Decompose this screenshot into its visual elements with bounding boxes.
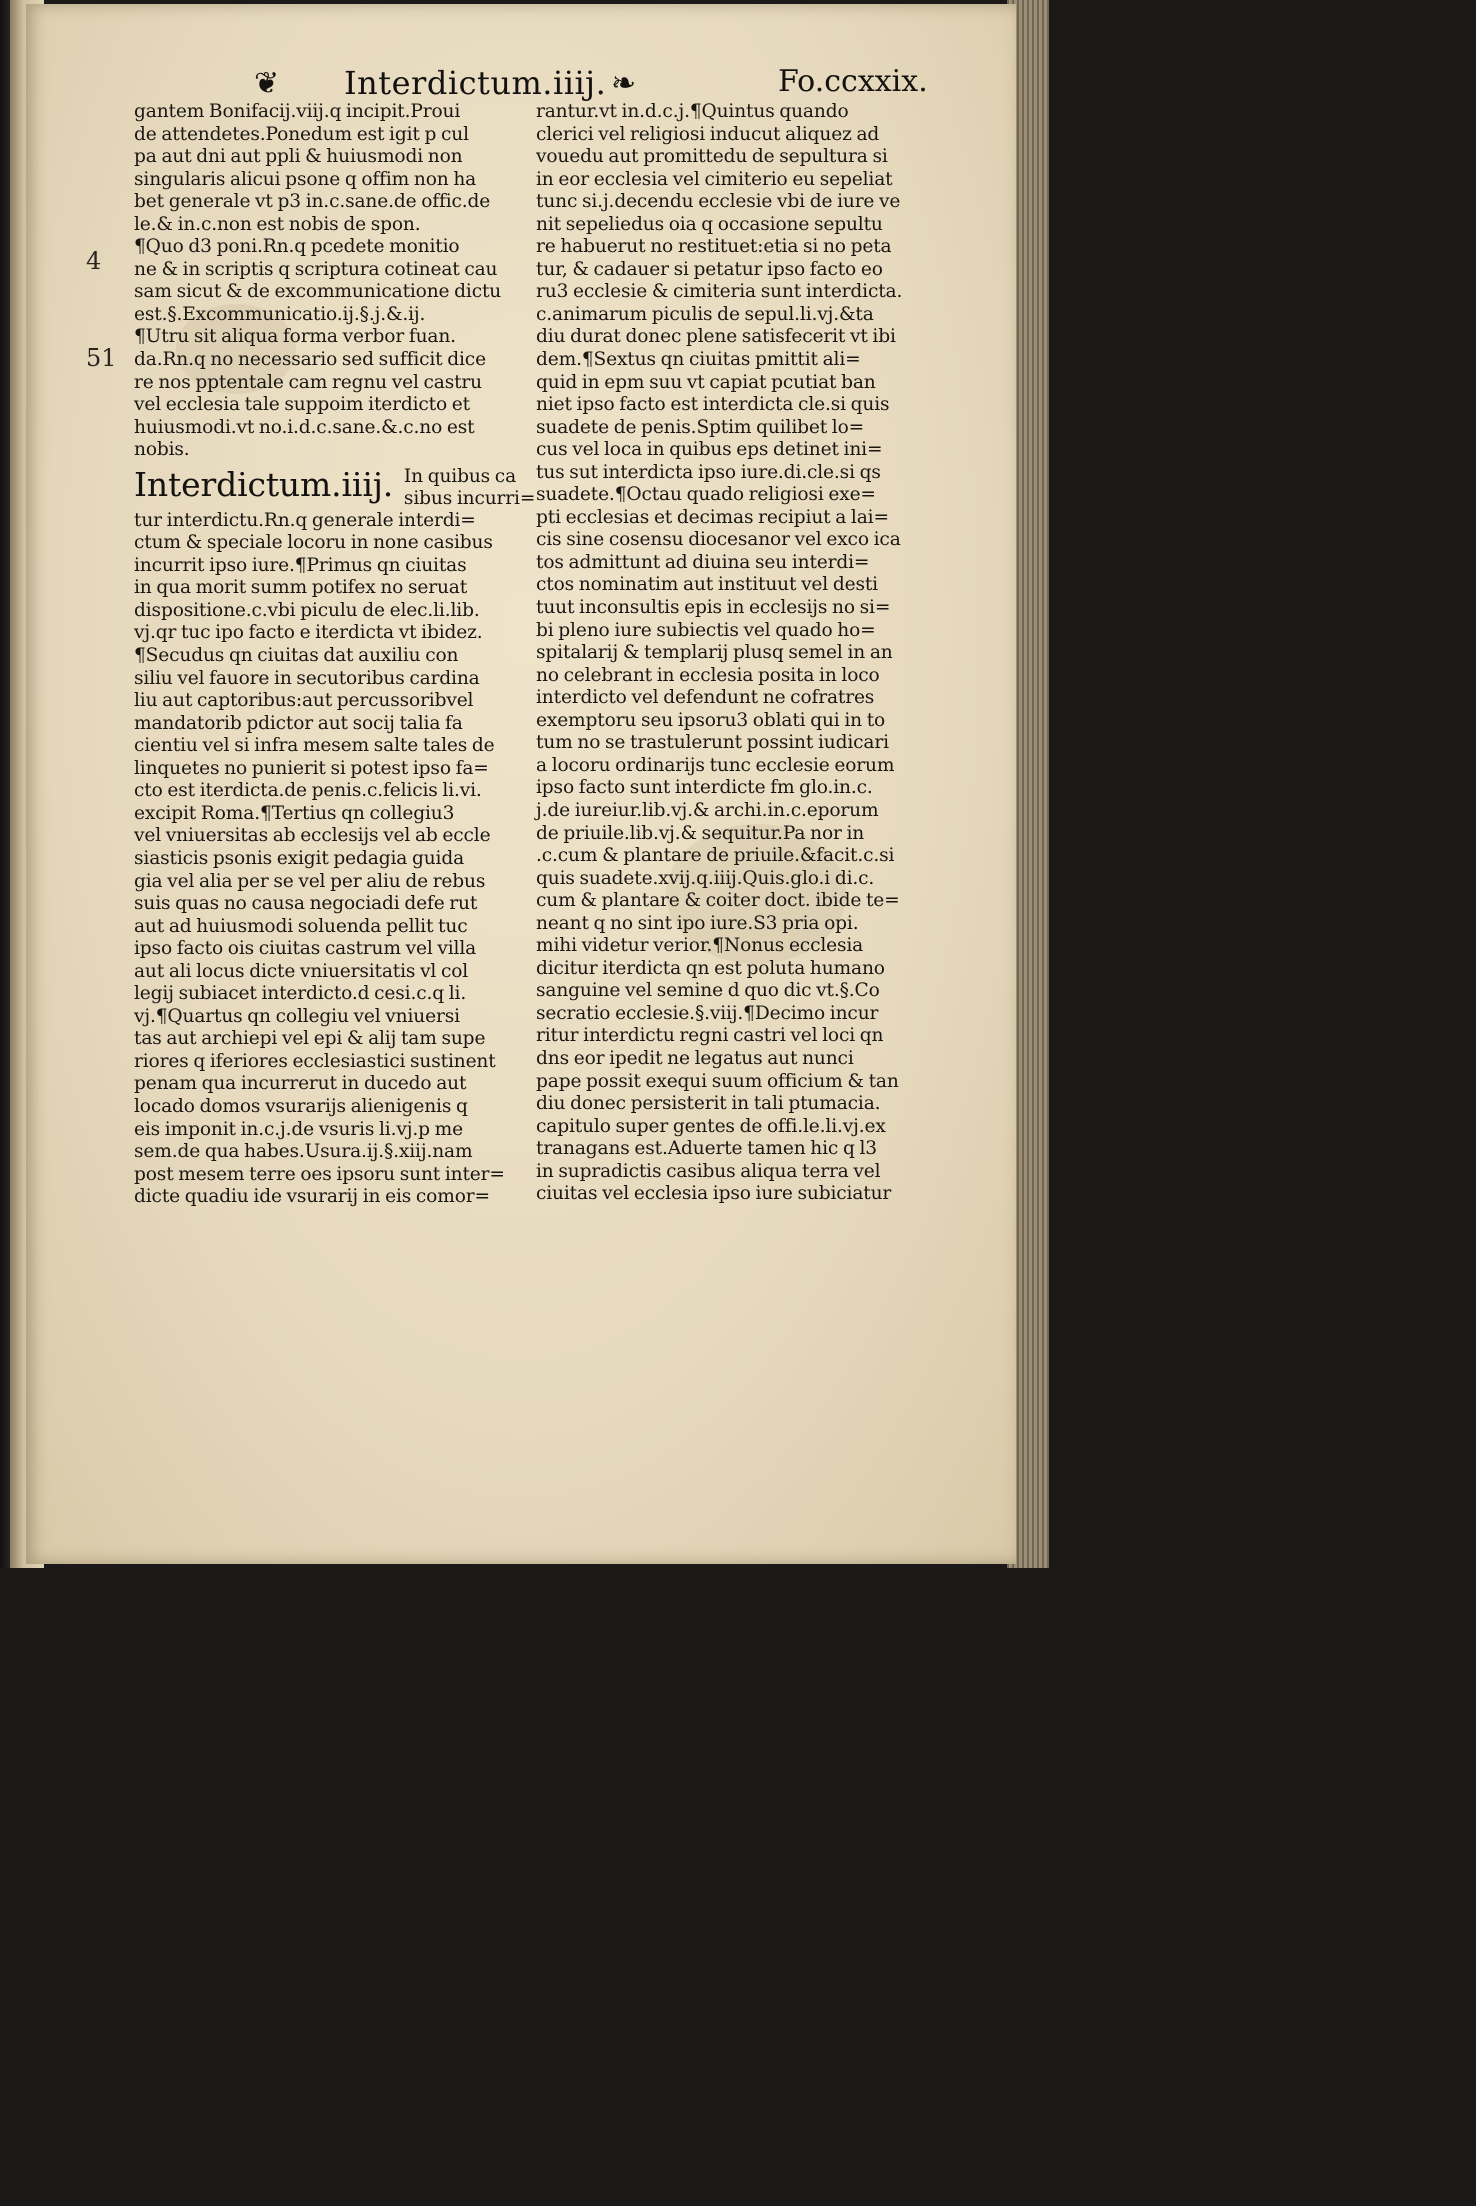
text-line: no celebrant in ecclesia posita in loco	[536, 664, 880, 686]
text-line: nobis.	[134, 439, 190, 461]
text-line: aut ad huiusmodi soluenda pellit tuc	[134, 915, 468, 937]
text-line: cientiu vel si infra mesem salte tales de	[134, 735, 495, 757]
text-line: sanguine vel semine d quo dic vt.§.Co	[536, 980, 880, 1002]
text-line: mihi videtur verior.¶Nonus ecclesia	[536, 935, 864, 957]
text-line: suis quas no causa negociadi defe rut	[134, 893, 478, 915]
text-line: exemptoru seu ipsoru3 oblati qui in to	[536, 709, 886, 731]
text-line: tos admittunt ad diuina seu interdi=	[536, 551, 870, 573]
text-line: cus vel loca in quibus eps detinet ini=	[536, 439, 883, 461]
text-line: pape possit exequi suum officium & tan	[536, 1070, 899, 1092]
text-line: singularis alicui psone q offim non ha	[134, 168, 477, 190]
text-line: dns eor ipedit ne legatus aut nunci	[536, 1047, 854, 1069]
right-column-text	[536, 101, 966, 1206]
text-line: penam qua incurrerut in ducedo aut	[134, 1073, 467, 1095]
text-line: in eor ecclesia vel cimiterio eu sepeliat	[536, 168, 893, 190]
text-line: tranagans est.Aduerte tamen hic q l3	[536, 1138, 877, 1160]
text-line: de attendetes.Ponedum est igit p cul	[134, 123, 469, 145]
text-line: tunc si.j.decendu ecclesie vbi de iure ve	[536, 191, 901, 213]
margin-note: 4	[86, 247, 102, 275]
text-line: suadete.¶Octau quado religiosi exe=	[536, 484, 876, 506]
text-line: incurrit ipso iure.¶Primus qn ciuitas	[134, 554, 467, 576]
text-line: a locoru ordinarijs tunc ecclesie eorum	[536, 754, 895, 776]
text-line: huiusmodi.vt no.i.d.c.sane.&.c.no est	[134, 416, 475, 438]
text-line: sam sicut & de excommunicatione dictu	[134, 281, 502, 303]
text-line: ¶Utru sit aliqua forma verbor fuan.	[134, 326, 456, 348]
text-line: eis imponit in.c.j.de vsuris li.vj.p me	[134, 1118, 463, 1140]
text-line: siliu vel fauore in secutoribus cardina	[134, 667, 480, 689]
text-line: ipso facto sunt interdicte fm glo.in.c.	[536, 777, 873, 799]
text-line: neant q no sint ipo iure.S3 pria opi.	[536, 912, 859, 934]
text-line: quid in epm suu vt capiat pcutiat ban	[536, 371, 876, 393]
text-line: .c.cum & plantare de priuile.&facit.c.si	[536, 845, 895, 867]
text-line: ¶Quo d3 poni.Rn.q pcedete monitio	[134, 236, 460, 258]
text-line: cis sine cosensu diocesanor vel exco ica	[536, 529, 901, 551]
text-line: locado domos vsurarijs alienigenis q	[134, 1095, 468, 1117]
text-line: in supradictis casibus aliqua terra vel	[536, 1160, 881, 1182]
text-line: interdicto vel defendunt ne cofratres	[536, 687, 875, 709]
text-line: c.animarum piculis de sepul.li.vj.&ta	[536, 303, 874, 325]
heading-side-line: In quibus ca	[403, 465, 517, 487]
text-line: legij subiacet interdicto.d cesi.c.q li.	[134, 983, 467, 1005]
text-line: cto est iterdicta.de penis.c.felicis li.vi.	[134, 780, 482, 802]
text-line: ru3 ecclesie & cimiteria sunt interdicta.	[536, 281, 903, 303]
text-line: rantur.vt in.d.c.j.¶Quintus quando	[536, 101, 849, 122]
text-line: vel ecclesia tale suppoim iterdicto et	[134, 394, 470, 416]
running-title: Interdictum.iiij.	[344, 64, 607, 102]
text-line: excipit Roma.¶Tertius qn collegiu3	[134, 802, 455, 824]
left-column	[134, 101, 539, 1209]
text-line: cum & plantare & coiter doct. ibide te=	[536, 890, 900, 912]
text-line: vouedu aut promittedu de sepultura si	[536, 146, 888, 168]
section-heading-block	[134, 466, 539, 510]
text-line: re habuerut no restituet:etia si no peta	[536, 236, 892, 258]
text-line: suadete de penis.Sptim quilibet lo=	[536, 416, 865, 438]
text-line: siasticis psonis exigit pedagia guida	[134, 847, 465, 869]
text-line: ctum & speciale locoru in none casibus	[134, 532, 493, 554]
heading-side-text	[404, 466, 535, 510]
text-line: dicitur iterdicta qn est poluta humano	[536, 957, 885, 979]
text-line: de priuile.lib.vj.& sequitur.Pa nor in	[536, 822, 865, 844]
folio-number: Fo.ccxxix.	[778, 64, 928, 99]
text-line: tuut inconsultis epis in ecclesijs no si=	[536, 597, 891, 619]
text-line: capitulo super gentes de offi.le.li.vj.ex	[536, 1115, 886, 1137]
text-line: diu durat donec plene satisfecerit vt ibi	[536, 326, 896, 348]
text-line: sem.de qua habes.Usura.ij.§.xiij.nam	[134, 1141, 473, 1163]
text-line: liu aut captoribus:aut percussoribvel	[134, 690, 474, 712]
text-line: tus sut interdicta ipso iure.di.cle.si qs	[536, 461, 881, 483]
text-line: quis suadete.xvij.q.iiij.Quis.glo.i di.c.	[536, 867, 875, 889]
right-column	[536, 101, 966, 1206]
text-line: bi pleno iure subiectis vel quado ho=	[536, 619, 876, 641]
text-line: dicte quadiu ide vsurarij in eis comor=	[134, 1186, 490, 1208]
heading-side-line: sibus incurri=	[403, 487, 536, 509]
text-line: aut ali locus dicte vniuersitatis vl col	[134, 960, 469, 982]
section-heading: Interdictum.iiij.	[134, 464, 394, 504]
text-line: pti ecclesias et decimas recipiut a lai=	[536, 506, 889, 528]
text-line: gia vel alia per se vel per aliu de rebus	[134, 870, 486, 892]
text-line: diu donec persisterit in tali ptumacia.	[536, 1093, 881, 1115]
text-line: gantem Bonifacij.viij.q incipit.Proui	[134, 101, 461, 122]
text-line: vel vniuersitas ab ecclesijs vel ab eccle	[134, 825, 491, 847]
text-line: niet ipso facto est interdicta cle.si quis	[536, 394, 890, 416]
text-line: tum no se trastulerunt possint iudicari	[536, 732, 889, 754]
text-line: le.& in.c.non est nobis de spon.	[134, 213, 421, 235]
text-line: riores q iferiores ecclesiastici sustinent	[134, 1050, 496, 1072]
text-line: in qua morit summ potifex no seruat	[134, 577, 468, 599]
text-line: j.de iureiur.lib.vj.& archi.in.c.eporum	[536, 799, 879, 821]
text-line: mandatorib pdictor aut socij talia fa	[134, 712, 463, 734]
text-line: ipso facto ois ciuitas castrum vel villa	[134, 938, 477, 960]
text-line: bet generale vt p3 in.c.sane.de offic.de	[134, 191, 491, 213]
text-line: vj.qr tuc ipo facto e iterdicta vt ibidez.	[134, 622, 483, 644]
left-column-text-before	[134, 101, 539, 462]
text-line: ciuitas vel ecclesia ipso iure subiciatur	[536, 1183, 892, 1205]
text-line: spitalarij & templarij plusq semel in an	[536, 642, 893, 664]
text-line: tur interdictu.Rn.q generale interdi=	[134, 509, 476, 531]
text-line: nit sepeliedus oia q occasione sepultu	[536, 213, 883, 235]
text-line: post mesem terre oes ipsoru sunt inter=	[134, 1163, 505, 1185]
text-line: ctos nominatim aut instituut vel desti	[536, 574, 878, 596]
text-line: secratio ecclesie.§.viij.¶Decimo incur	[536, 1002, 879, 1024]
left-column-text-after	[134, 510, 539, 1209]
text-line: linquetes no punierit si potest ipso fa=	[134, 757, 489, 779]
book-page	[26, 4, 1016, 1564]
text-line: tur, & cadauer si petatur ipso facto eo	[536, 258, 883, 280]
text-line: ne & in scriptis q scriptura cotineat cau	[134, 258, 498, 280]
right-ornament-icon: ❧	[611, 66, 637, 101]
margin-note: 51	[86, 344, 117, 372]
text-line: pa aut dni aut ppli & huiusmodi non	[134, 146, 463, 168]
text-line: ¶Secudus qn ciuitas dat auxiliu con	[134, 645, 459, 667]
text-line: re nos pptentale cam regnu vel castru	[134, 371, 482, 393]
text-line: dem.¶Sextus qn ciuitas pmittit ali=	[536, 349, 861, 371]
text-line: tas aut archiepi vel epi & alij tam supe	[134, 1028, 486, 1050]
text-line: clerici vel religiosi inducut aliquez ad	[536, 123, 880, 145]
text-line: vj.¶Quartus qn collegiu vel vniuersi	[134, 1005, 460, 1027]
text-line: ritur interdictu regni castri vel loci qn	[536, 1025, 884, 1047]
left-ornament-icon: ❦	[254, 66, 280, 101]
text-line: da.Rn.q no necessario sed sufficit dice	[134, 349, 486, 371]
text-line: dispositione.c.vbi piculu de elec.li.lib.	[134, 599, 480, 621]
text-line: est.§.Excommunicatio.ij.§.j.&.ij.	[134, 303, 426, 325]
